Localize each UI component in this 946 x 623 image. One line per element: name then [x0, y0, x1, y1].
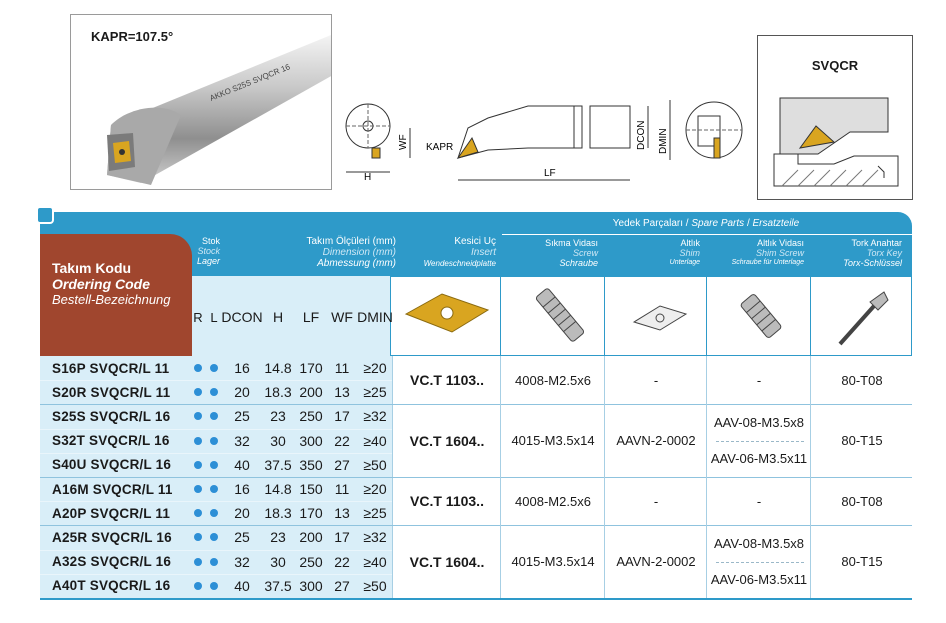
cell-lf: 250 — [299, 553, 323, 570]
col-r: R — [193, 309, 203, 325]
cell-dcon: 16 — [234, 360, 250, 377]
shim-code: AAVN-2-0002 — [616, 433, 696, 449]
insert-de: Wendeschneidplatte — [423, 259, 496, 268]
stock-header — [190, 236, 220, 266]
cell-lf: 150 — [299, 481, 323, 498]
stock-dot — [210, 509, 218, 517]
stock-dot-r — [190, 525, 206, 549]
shim-header — [606, 238, 706, 268]
row-divider — [40, 501, 392, 502]
svqcr-diagram — [757, 35, 913, 200]
row-code: A40T SVQCR/L 16 — [52, 578, 171, 594]
dim-h: H — [364, 172, 372, 183]
product-photo — [70, 14, 332, 190]
cell-dmin: ≥40 — [363, 432, 387, 449]
stock-dot-r — [190, 550, 206, 574]
cell-dcon: 20 — [234, 384, 250, 401]
cell-lf: 200 — [299, 529, 323, 546]
table-body — [40, 356, 912, 598]
screw-code: 4015-M3.5x14 — [511, 433, 595, 449]
torx-de: Torx-Schlüssel — [843, 258, 902, 268]
tab-icon — [36, 206, 54, 224]
cell-lf: 300 — [299, 432, 323, 449]
dim-dcon: DCON — [636, 120, 647, 150]
spare-en: Spare Parts — [691, 218, 745, 229]
stock-dot-l — [206, 477, 222, 501]
stock-dot-l — [206, 404, 222, 428]
cell-h: 37.5 — [264, 577, 292, 594]
screw-icon — [530, 282, 590, 353]
cell-wf: 17 — [334, 408, 350, 425]
stock-dot — [194, 485, 202, 493]
stock-dot — [194, 461, 202, 469]
stock-dot — [210, 388, 218, 396]
shim-screw-code: - — [756, 372, 762, 388]
stock-de: Lager — [196, 256, 220, 266]
torx-tr: Tork Anahtar — [851, 238, 902, 248]
stock-dot — [210, 533, 218, 541]
stock-dot-l — [206, 429, 222, 453]
stock-dot — [194, 509, 202, 517]
shim-screw-de: Schraube für Unterlage — [731, 259, 804, 266]
shim-screw-icon — [736, 288, 786, 349]
engraving-text: AKKO S25S SVQCR 16 — [208, 62, 292, 103]
column-divider — [604, 356, 605, 598]
row-code: A20P SVQCR/L 11 — [52, 505, 171, 521]
stock-dot — [194, 558, 202, 566]
cell-dmin: ≥50 — [363, 456, 387, 473]
torx-header — [812, 238, 908, 268]
row-code: A32S SVQCR/L 16 — [52, 554, 172, 570]
cell-h: 30 — [270, 432, 286, 449]
shim-code: - — [653, 372, 659, 388]
cell-dmin: ≥25 — [363, 505, 387, 522]
stock-dot-l — [206, 356, 222, 380]
screw-code: 4008-M2.5x6 — [515, 372, 591, 388]
cell-lf: 200 — [299, 384, 323, 401]
torx-key-icon — [830, 284, 890, 355]
spare-sep2: / — [744, 218, 753, 229]
stock-dot — [210, 582, 218, 590]
stock-dot-r — [190, 501, 206, 525]
cell-h: 23 — [270, 529, 286, 546]
screw-en: Screw — [572, 248, 598, 258]
cell-dmin: ≥50 — [363, 577, 387, 594]
cell-dmin: ≥25 — [363, 384, 387, 401]
cell-lf: 170 — [299, 360, 323, 377]
insert-header — [392, 236, 496, 269]
cell-lf: 250 — [299, 408, 323, 425]
spare-de: Ersatzteile — [752, 218, 800, 229]
col-dcon: DCON — [221, 309, 263, 325]
torx-en: Torx Key — [866, 248, 902, 258]
column-divider — [706, 356, 707, 598]
dimensions-de: Abmessung (mm) — [317, 258, 396, 269]
stock-dot — [210, 437, 218, 445]
dimensions-en: Dimension (mm) — [322, 247, 396, 258]
cell-dcon: 20 — [234, 505, 250, 522]
shim-screw-code: - — [756, 493, 762, 509]
cell-dcon: 16 — [234, 481, 250, 498]
insert-code: VC.T 1604.. — [409, 553, 485, 570]
cell-dmin: ≥32 — [363, 408, 387, 425]
stock-dot — [194, 388, 202, 396]
dim-dmin: DMIN — [658, 128, 669, 154]
spare-sep1: / — [683, 218, 692, 229]
cell-wf: 27 — [334, 456, 350, 473]
torx-code: 80-T15 — [841, 554, 883, 570]
cell-lf: 170 — [299, 505, 323, 522]
row-divider — [40, 380, 392, 381]
cell-dmin: ≥20 — [363, 360, 387, 377]
row-code: A16M SVQCR/L 11 — [52, 481, 173, 497]
shim-code: - — [653, 493, 659, 509]
screw-de: Schraube — [559, 258, 598, 268]
stock-tr: Stok — [201, 236, 220, 246]
torx-code: 80-T08 — [841, 372, 883, 388]
column-divider — [810, 356, 811, 598]
screw-code: 4015-M3.5x14 — [511, 554, 595, 570]
dim-lf: LF — [544, 168, 556, 179]
stock-dot — [210, 364, 218, 372]
shim-screw-tr: Altlık Vidası — [757, 238, 804, 248]
shim-en: Shim — [679, 248, 700, 258]
row-code: S32T SVQCR/L 16 — [52, 433, 170, 449]
cell-h: 30 — [270, 553, 286, 570]
stock-dot — [210, 558, 218, 566]
kapr-label: KAPR=107.5° — [91, 29, 174, 44]
stock-dot-r — [190, 574, 206, 598]
technical-drawing — [338, 88, 758, 198]
cell-dcon: 32 — [234, 432, 250, 449]
stock-dot-l — [206, 453, 222, 477]
stock-dot-l — [206, 525, 222, 549]
cell-lf: 300 — [299, 577, 323, 594]
col-dmin: DMIN — [357, 309, 393, 325]
cell-dmin: ≥20 — [363, 481, 387, 498]
cell-lf: 350 — [299, 456, 323, 473]
cell-wf: 11 — [334, 360, 350, 377]
stock-dot-r — [190, 429, 206, 453]
stock-dot — [194, 412, 202, 420]
row-divider — [40, 550, 392, 551]
cell-wf: 27 — [334, 577, 350, 594]
stock-dot-r — [190, 380, 206, 404]
row-divider — [40, 429, 392, 430]
stock-dot-l — [206, 380, 222, 404]
ordering-de: Bestell-Bezeichnung — [52, 292, 171, 307]
torx-code: 80-T08 — [841, 493, 883, 509]
spare-tr: Yedek Parçaları — [612, 218, 684, 229]
cell-dmin: ≥40 — [363, 553, 387, 570]
shim-icon — [630, 298, 690, 339]
shim-code: AAVN-2-0002 — [616, 554, 696, 570]
row-code: S40U SVQCR/L 16 — [52, 457, 172, 473]
stock-dot — [194, 364, 202, 372]
insert-code: VC.T 1604.. — [409, 432, 485, 449]
stock-dot-r — [190, 453, 206, 477]
cell-dcon: 40 — [234, 577, 250, 594]
stock-dot-r — [190, 477, 206, 501]
cell-h: 23 — [270, 408, 286, 425]
cell-wf: 13 — [334, 505, 350, 522]
cell-wf: 17 — [334, 529, 350, 546]
row-divider — [40, 453, 392, 454]
dim-kapr: KAPR — [426, 142, 454, 153]
shim-screw-en: Shim Screw — [755, 248, 804, 258]
cell-h: 18.3 — [264, 384, 292, 401]
stock-dot-l — [206, 550, 222, 574]
shim-screw-code-b: AAV-06-M3.5x11 — [710, 572, 808, 588]
stock-dot — [210, 485, 218, 493]
screw-tr: Sıkma Vidası — [545, 238, 598, 248]
cell-wf: 13 — [334, 384, 350, 401]
row-divider — [40, 574, 392, 575]
stock-en: Stock — [197, 246, 220, 256]
cell-wf: 22 — [334, 432, 350, 449]
row-code: A25R SVQCR/L 16 — [52, 529, 172, 545]
cell-wf: 22 — [334, 553, 350, 570]
shim-screw-code-b: AAV-06-M3.5x11 — [710, 451, 808, 467]
insert-image — [402, 288, 492, 343]
cell-h: 14.8 — [264, 360, 292, 377]
screw-header — [502, 238, 604, 268]
dimensions-tr: Takım Ölçüleri (mm) — [306, 236, 396, 247]
row-code: S25S SVQCR/L 16 — [52, 408, 171, 424]
col-lf: LF — [302, 309, 320, 325]
torx-code: 80-T15 — [841, 433, 883, 449]
stock-dot-l — [206, 574, 222, 598]
stock-dot — [210, 412, 218, 420]
shim-screw-header — [708, 238, 810, 268]
svqcr-title: SVQCR — [811, 58, 859, 73]
stock-dot — [210, 461, 218, 469]
cell-dcon: 40 — [234, 456, 250, 473]
col-wf: WF — [331, 309, 353, 325]
dimensions-header — [224, 236, 396, 269]
shim-screw-code-a: AAV-08-M3.5x8 — [713, 536, 805, 552]
cell-dcon: 25 — [234, 529, 250, 546]
stock-dot-l — [206, 501, 222, 525]
shim-screw-code-a: AAV-08-M3.5x8 — [713, 415, 805, 431]
insert-tr: Kesici Uç — [454, 236, 496, 247]
dim-wf: WF — [398, 134, 409, 150]
stock-dot — [194, 533, 202, 541]
stock-dot-r — [190, 404, 206, 428]
cell-h: 37.5 — [264, 456, 292, 473]
screw-code: 4008-M2.5x6 — [515, 493, 591, 509]
cell-dcon: 32 — [234, 553, 250, 570]
cell-h: 18.3 — [264, 505, 292, 522]
spare-parts-header — [500, 218, 912, 229]
cell-h: 14.8 — [264, 481, 292, 498]
col-h: H — [272, 309, 284, 325]
stock-dot-r — [190, 356, 206, 380]
shim-de: Unterlage — [669, 259, 700, 266]
ordering-en: Ordering Code — [52, 276, 151, 292]
stock-dot — [194, 582, 202, 590]
cell-dmin: ≥32 — [363, 529, 387, 546]
product-table — [40, 212, 912, 601]
row-code: S20R SVQCR/L 11 — [52, 384, 171, 400]
row-code: S16P SVQCR/L 11 — [52, 360, 170, 376]
ordering-code-header — [40, 234, 192, 356]
cell-dcon: 25 — [234, 408, 250, 425]
shim-tr: Altlık — [680, 238, 700, 248]
insert-code: VC.T 1103.. — [410, 372, 484, 389]
insert-en: Insert — [470, 247, 496, 258]
stock-dot — [194, 437, 202, 445]
col-l: L — [210, 309, 218, 325]
cell-wf: 11 — [334, 481, 350, 498]
insert-code: VC.T 1103.. — [410, 493, 484, 510]
ordering-tr: Takım Kodu — [52, 260, 132, 276]
column-divider — [500, 356, 501, 598]
